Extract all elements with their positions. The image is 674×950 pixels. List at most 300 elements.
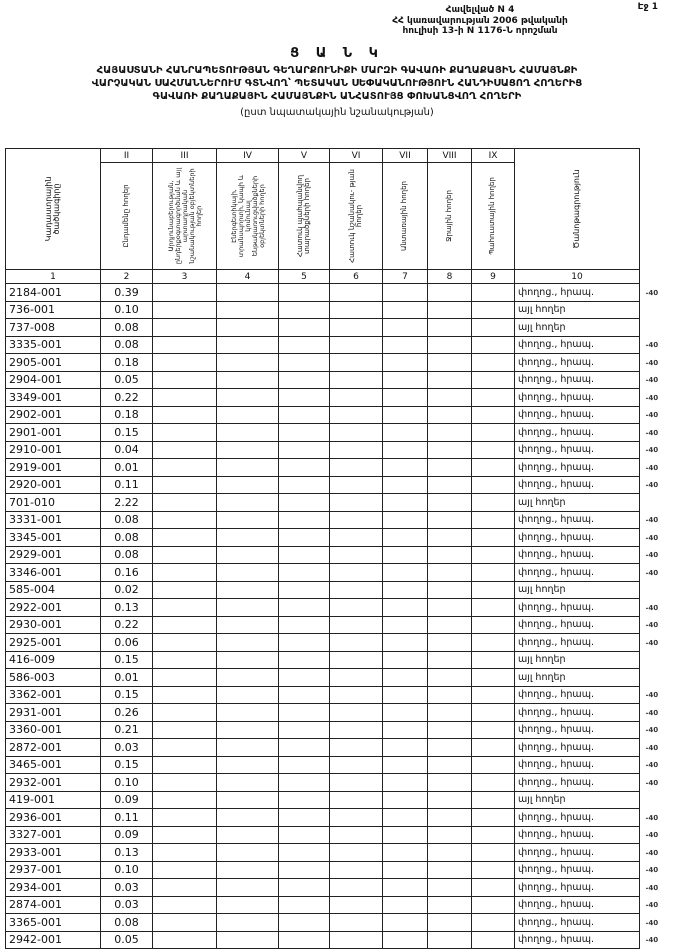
margin-mark: -40 (644, 603, 658, 612)
rotated-header-cell (153, 163, 217, 270)
note-cell: փողոց., հրապ. (515, 634, 640, 652)
empty-cell (472, 896, 515, 914)
margin-mark: -40 (644, 778, 658, 787)
margin-mark (639, 668, 672, 687)
empty-cell (472, 301, 515, 319)
empty-cell (217, 616, 279, 634)
margin-spacer (638, 162, 674, 270)
cadastral-code-cell: 736-001 (6, 301, 101, 319)
empty-cell (217, 371, 279, 389)
roman-numeral-cell: VII (383, 149, 428, 163)
empty-cell (279, 686, 330, 704)
note-cell: փողոց., հրապ. (515, 406, 640, 424)
margin-mark (639, 790, 672, 809)
note-cell: փողոց., հրապ. (515, 704, 640, 722)
table-row (6, 651, 672, 669)
table-row (6, 476, 672, 494)
empty-cell (330, 791, 383, 809)
empty-cell (383, 686, 428, 704)
empty-cell (217, 459, 279, 477)
empty-cell (383, 564, 428, 582)
total-value-cell: 0.03 (101, 879, 153, 897)
empty-cell (279, 546, 330, 564)
margin-mark (639, 318, 672, 337)
total-value-cell: 0.03 (101, 896, 153, 914)
empty-cell (217, 581, 279, 599)
table-row (6, 494, 672, 512)
empty-cell (279, 756, 330, 774)
empty-cell (428, 704, 472, 722)
roman-numeral-cell: VI (330, 149, 383, 163)
empty-cell (383, 389, 428, 407)
note-cell: փողոց., հրապ. (515, 826, 640, 844)
empty-cell (383, 529, 428, 547)
column-number-cell: 9 (472, 270, 515, 284)
margin-mark: -40 (644, 690, 658, 700)
empty-cell (279, 284, 330, 302)
cadastral-code-cell: 586-003 (6, 669, 101, 687)
appendix-line: ՀՀ կառավարության 2006 թվականի (392, 15, 568, 26)
empty-cell (217, 686, 279, 704)
margin-mark: -40 (644, 340, 658, 350)
empty-cell (428, 564, 472, 582)
table-row (6, 441, 672, 459)
empty-cell (330, 879, 383, 897)
empty-cell (217, 511, 279, 529)
empty-cell (428, 371, 472, 389)
total-value-cell: 0.15 (101, 651, 153, 669)
empty-cell (279, 511, 330, 529)
column-number-row (6, 270, 672, 284)
empty-cell (330, 774, 383, 792)
total-value-cell: 0.22 (101, 616, 153, 634)
empty-cell (153, 389, 217, 407)
margin-mark: -40 (644, 375, 658, 385)
note-header-label: Ծանոթագրություն (571, 169, 581, 249)
column-number-cell: 6 (330, 270, 383, 284)
column-number-cell: 8 (428, 270, 472, 284)
empty-cell (428, 809, 472, 827)
empty-cell (153, 879, 217, 897)
empty-cell (472, 476, 515, 494)
empty-cell (383, 879, 428, 897)
empty-cell (383, 669, 428, 687)
empty-cell (217, 546, 279, 564)
total-value-cell: 0.08 (101, 546, 153, 564)
cadastral-code-cell: 2905-001 (6, 354, 101, 372)
empty-cell (279, 739, 330, 757)
cadastral-code-cell: 419-001 (6, 791, 101, 809)
empty-cell (153, 494, 217, 512)
empty-cell (153, 756, 217, 774)
document-title: Ց Ա Ն Կ (290, 46, 384, 61)
rotated-header-cell (383, 163, 428, 270)
empty-cell (472, 634, 515, 652)
margin-mark: -40 (644, 743, 658, 752)
empty-cell (153, 686, 217, 704)
empty-cell (217, 494, 279, 512)
margin-mark: -40 (644, 358, 658, 367)
empty-cell (279, 634, 330, 652)
table-row (6, 511, 672, 529)
empty-cell (383, 371, 428, 389)
empty-cell (330, 284, 383, 302)
note-cell: փողոց., հրապ. (515, 616, 640, 634)
empty-cell (472, 616, 515, 634)
margin-mark: -40 (644, 463, 658, 472)
note-cell: փողոց., հրապ. (515, 686, 640, 704)
table-row (6, 616, 672, 634)
empty-cell (279, 581, 330, 599)
cadastral-code-header-label: Կադաստրային ծածկագիրը (43, 176, 61, 242)
empty-cell (330, 546, 383, 564)
empty-cell (153, 931, 217, 949)
total-lands-header-label: Ընդամենը հողեր (121, 184, 130, 248)
cadastral-code-cell: 585-004 (6, 581, 101, 599)
total-value-cell: 0.16 (101, 564, 153, 582)
empty-cell (217, 634, 279, 652)
empty-cell (428, 616, 472, 634)
cadastral-code-cell: 3362-001 (6, 686, 101, 704)
column-number-cell: 3 (153, 270, 217, 284)
cadastral-code-cell: 2184-001 (6, 284, 101, 302)
empty-cell (330, 739, 383, 757)
empty-cell (153, 826, 217, 844)
empty-cell (428, 861, 472, 879)
rotated-header-cell (217, 163, 279, 270)
table-row (6, 914, 672, 932)
empty-cell (472, 354, 515, 372)
note-cell: այլ հողեր (515, 651, 640, 669)
empty-cell (383, 301, 428, 319)
empty-cell (153, 861, 217, 879)
cadastral-code-cell: 2930-001 (6, 616, 101, 634)
cadastral-code-cell: 2904-001 (6, 371, 101, 389)
note-cell: փողոց., հրապ. (515, 424, 640, 442)
empty-cell (330, 389, 383, 407)
cadastral-code-cell: 3360-001 (6, 721, 101, 739)
note-cell: փողոց., հրապ. (515, 511, 640, 529)
cadastral-code-cell: 416-009 (6, 651, 101, 669)
total-value-cell: 0.11 (101, 476, 153, 494)
cadastral-code-cell: 3349-001 (6, 389, 101, 407)
empty-cell (217, 931, 279, 949)
empty-cell (217, 721, 279, 739)
table-row (6, 336, 672, 354)
note-cell: փողոց., հրապ. (515, 476, 640, 494)
empty-cell (279, 564, 330, 582)
empty-cell (279, 844, 330, 862)
empty-cell (472, 931, 515, 949)
table-row (6, 669, 672, 687)
appendix-line: Հավելված N 4 (445, 5, 515, 15)
document-header (0, 0, 674, 148)
empty-cell (330, 634, 383, 652)
table-row (6, 354, 672, 372)
protected-areas-header-label: Հատուկ պահպանվող տարածքների հողեր (295, 174, 311, 258)
table-row (6, 389, 672, 407)
empty-cell (330, 686, 383, 704)
margin-mark: -40 (644, 725, 658, 735)
empty-cell (428, 529, 472, 547)
empty-cell (428, 826, 472, 844)
empty-cell (383, 651, 428, 669)
empty-cell (217, 389, 279, 407)
empty-cell (383, 844, 428, 862)
empty-cell (428, 774, 472, 792)
cadastral-code-cell: 3327-001 (6, 826, 101, 844)
margin-mark: -40 (644, 813, 658, 822)
empty-cell (279, 914, 330, 932)
cadastral-code-cell: 2901-001 (6, 424, 101, 442)
cadastral-code-cell: 2919-001 (6, 459, 101, 477)
empty-cell (153, 721, 217, 739)
empty-cell (383, 511, 428, 529)
empty-cell (428, 791, 472, 809)
empty-cell (279, 301, 330, 319)
total-value-cell: 0.04 (101, 441, 153, 459)
empty-cell (428, 354, 472, 372)
note-cell: փողոց., հրապ. (515, 756, 640, 774)
empty-cell (383, 931, 428, 949)
note-cell: փողոց., հրապ. (515, 354, 640, 372)
note-cell: այլ հողեր (515, 581, 640, 599)
empty-cell (383, 336, 428, 354)
note-cell: փողոց., հրապ. (515, 931, 640, 949)
empty-cell (428, 914, 472, 932)
empty-cell (472, 879, 515, 897)
note-cell: փողոց., հրապ. (515, 914, 640, 932)
empty-cell (153, 896, 217, 914)
empty-cell (153, 301, 217, 319)
total-value-cell: 0.13 (101, 844, 153, 862)
subtitle-line: ԳԱՎԱՌԻ ՔԱՂԱՔԱՅԻՆ ՀԱՄԱՅՆՔԻՆ ԱՆՀԱՏՈՒՅՑ ՓՈԽԱՆՑՎՈՂ ՀՈՂԵՐԻ (152, 91, 522, 102)
empty-cell (279, 704, 330, 722)
cadastral-code-cell: 3365-001 (6, 914, 101, 932)
empty-cell (330, 424, 383, 442)
empty-cell (330, 704, 383, 722)
empty-cell (279, 371, 330, 389)
infrastructure-lands-header-label: Էներգետիկայի, տրանսպորտի, կապի և կոմունալ ենթակառուցվածքների օբյեկտների հողեր (229, 174, 265, 258)
empty-cell (472, 389, 515, 407)
note-header-cell (515, 149, 640, 270)
empty-cell (472, 756, 515, 774)
roman-numeral-cell: III (153, 149, 217, 163)
empty-cell (153, 459, 217, 477)
empty-cell (472, 599, 515, 617)
note-cell: փողոց., հրապ. (515, 739, 640, 757)
margin-mark: -40 (644, 638, 658, 647)
empty-cell (330, 931, 383, 949)
empty-cell (383, 809, 428, 827)
empty-cell (330, 599, 383, 617)
empty-cell (153, 704, 217, 722)
empty-cell (428, 686, 472, 704)
note-cell: փողոց., հրապ. (515, 896, 640, 914)
empty-cell (472, 406, 515, 424)
roman-numeral-cell: IX (472, 149, 515, 163)
empty-cell (279, 389, 330, 407)
roman-numeral-cell: VIII (428, 149, 472, 163)
industry-lands-header-label: Արդյունաբերության, ընդերքօգտագործման և այլ արտադրական նշանակության օբյեկտների հողեր (166, 167, 202, 265)
special-purpose-header-label: Հատուկ նշանակու- թյան հողեր (347, 169, 363, 263)
empty-cell (472, 546, 515, 564)
table-row (6, 791, 672, 809)
rotated-header-cell (472, 163, 515, 270)
cadastral-code-cell: 2931-001 (6, 704, 101, 722)
table-row (6, 581, 672, 599)
note-cell: փողոց., հրապ. (515, 389, 640, 407)
margin-mark: -40 (644, 550, 658, 560)
total-value-cell: 0.05 (101, 931, 153, 949)
empty-cell (279, 336, 330, 354)
empty-cell (472, 739, 515, 757)
total-value-cell: 0.08 (101, 511, 153, 529)
empty-cell (428, 669, 472, 687)
empty-cell (330, 861, 383, 879)
empty-cell (330, 371, 383, 389)
margin-mark: -40 (644, 393, 658, 402)
empty-cell (153, 371, 217, 389)
empty-cell (153, 546, 217, 564)
total-value-cell: 0.39 (101, 284, 153, 302)
empty-cell (279, 441, 330, 459)
empty-cell (153, 284, 217, 302)
empty-cell (217, 704, 279, 722)
empty-cell (330, 581, 383, 599)
empty-cell (153, 616, 217, 634)
cadastral-code-cell: 3346-001 (6, 564, 101, 582)
note-cell: փողոց., հրապ. (515, 599, 640, 617)
empty-cell (217, 879, 279, 897)
table-row (6, 319, 672, 337)
margin-mark: -40 (644, 410, 658, 420)
table-row (6, 546, 672, 564)
note-cell: փողոց., հրապ. (515, 809, 640, 827)
total-value-cell: 0.21 (101, 721, 153, 739)
table-row (6, 844, 672, 862)
empty-cell (472, 669, 515, 687)
empty-cell (153, 739, 217, 757)
empty-cell (472, 651, 515, 669)
empty-cell (383, 581, 428, 599)
empty-cell (153, 809, 217, 827)
cadastral-code-cell: 2932-001 (6, 774, 101, 792)
appendix-reference (320, 5, 640, 37)
note-cell: այլ հողեր (515, 494, 640, 512)
total-value-cell: 0.22 (101, 389, 153, 407)
empty-cell (153, 319, 217, 337)
empty-cell (428, 424, 472, 442)
empty-cell (428, 319, 472, 337)
empty-cell (153, 844, 217, 862)
cadastral-code-cell: 2934-001 (6, 879, 101, 897)
empty-cell (428, 459, 472, 477)
empty-cell (279, 599, 330, 617)
margin-spacer (639, 148, 671, 163)
forest-lands-header-label: Անտառային հողեր (400, 181, 409, 251)
empty-cell (472, 441, 515, 459)
land-table (5, 148, 672, 949)
cadastral-code-cell: 701-010 (6, 494, 101, 512)
empty-cell (279, 494, 330, 512)
margin-mark: -40 (644, 533, 658, 542)
cadastral-code-cell: 3335-001 (6, 336, 101, 354)
empty-cell (472, 371, 515, 389)
empty-cell (472, 774, 515, 792)
empty-cell (217, 826, 279, 844)
note-cell: այլ հողեր (515, 669, 640, 687)
table-row (6, 529, 672, 547)
empty-cell (153, 511, 217, 529)
empty-cell (217, 844, 279, 862)
note-cell: փողոց., հրապ. (515, 336, 640, 354)
empty-cell (472, 459, 515, 477)
empty-cell (217, 284, 279, 302)
empty-cell (428, 389, 472, 407)
empty-cell (428, 651, 472, 669)
total-value-cell: 0.09 (101, 826, 153, 844)
empty-cell (383, 914, 428, 932)
empty-cell (330, 651, 383, 669)
empty-cell (472, 529, 515, 547)
table-row (6, 459, 672, 477)
empty-cell (383, 424, 428, 442)
total-value-cell: 0.08 (101, 914, 153, 932)
roman-numeral-cell: IV (217, 149, 279, 163)
water-lands-header-label: Ջրային հողեր (444, 190, 453, 242)
cadastral-code-cell: 3345-001 (6, 529, 101, 547)
appendix-line: հուլիսի 13-ի N 1176-Ն որոշման (402, 26, 558, 36)
empty-cell (217, 529, 279, 547)
empty-cell (472, 494, 515, 512)
empty-cell (472, 844, 515, 862)
empty-cell (383, 774, 428, 792)
empty-cell (279, 616, 330, 634)
total-value-cell: 0.05 (101, 371, 153, 389)
empty-cell (383, 494, 428, 512)
column-number-cell: 5 (279, 270, 330, 284)
margin-mark: -40 (644, 708, 658, 717)
total-value-cell: 2.22 (101, 494, 153, 512)
table-body (6, 284, 672, 949)
empty-cell (428, 896, 472, 914)
table-header (6, 149, 672, 284)
total-value-cell: 0.15 (101, 756, 153, 774)
empty-cell (383, 634, 428, 652)
rotated-header-cell (330, 163, 383, 270)
total-value-cell: 0.15 (101, 686, 153, 704)
table-row (6, 301, 672, 319)
table-row (6, 599, 672, 617)
empty-cell (428, 441, 472, 459)
empty-cell (279, 879, 330, 897)
empty-cell (330, 756, 383, 774)
margin-mark: -40 (644, 918, 658, 927)
total-value-cell: 0.08 (101, 529, 153, 547)
total-value-cell: 0.02 (101, 581, 153, 599)
empty-cell (153, 634, 217, 652)
page-number: Էջ 1 (637, 2, 658, 12)
empty-cell (153, 354, 217, 372)
note-cell: փողոց., հրապ. (515, 774, 640, 792)
empty-cell (383, 459, 428, 477)
empty-cell (217, 301, 279, 319)
total-value-cell: 0.10 (101, 774, 153, 792)
empty-cell (472, 914, 515, 932)
empty-cell (217, 914, 279, 932)
empty-cell (217, 441, 279, 459)
